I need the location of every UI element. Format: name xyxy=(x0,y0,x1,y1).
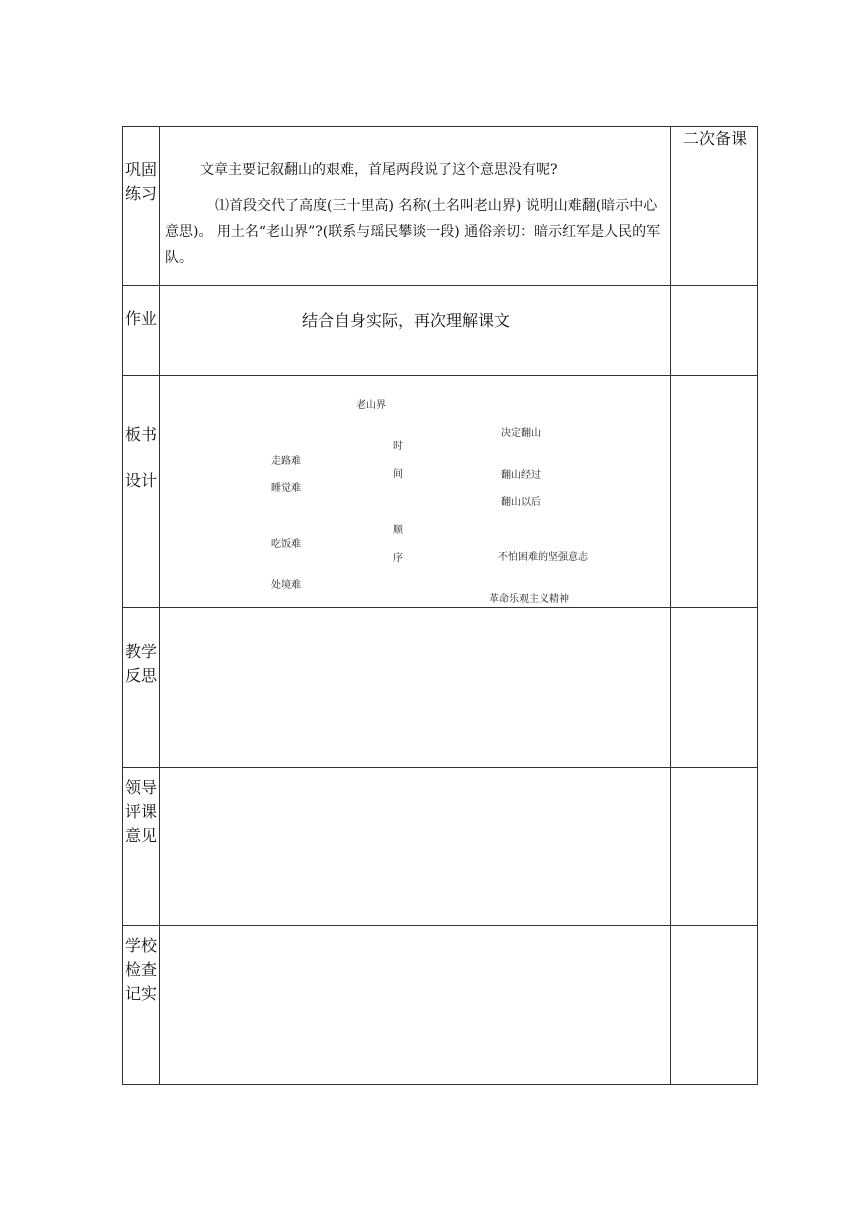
board-right-item: 革命乐观主义精神 xyxy=(489,594,569,605)
row-divider xyxy=(122,607,758,608)
row-divider xyxy=(122,285,758,286)
table-border-right xyxy=(757,126,758,1085)
table-border-top xyxy=(122,126,758,127)
row-divider xyxy=(122,375,758,376)
board-middle-char: 顺 xyxy=(393,525,403,536)
board-label: 板书设计 xyxy=(124,425,157,490)
board-left-item: 吃饭难 xyxy=(271,539,301,550)
homework-label: 作业 xyxy=(124,309,157,328)
homework-text: 结合自身实际，再次理解课文 xyxy=(302,311,511,330)
board-right-item: 不怕困难的坚强意志 xyxy=(498,552,588,563)
practice-label: 巩固练习 xyxy=(124,160,157,203)
side-header: 二次备课 xyxy=(682,129,747,148)
board-left-item: 睡觉难 xyxy=(271,483,301,494)
board-middle-char: 序 xyxy=(393,553,403,564)
board-middle-char: 间 xyxy=(393,469,403,480)
column-divider-side xyxy=(670,126,671,1085)
board-left-item: 走路难 xyxy=(271,456,301,467)
school-label: 学校检查记实 xyxy=(124,936,157,1003)
board-right-item: 翻山以后 xyxy=(501,497,541,508)
board-title: 老山界 xyxy=(356,400,386,411)
leader-label: 领导评课意见 xyxy=(124,778,157,845)
row-divider xyxy=(122,925,758,926)
board-right-item: 决定翻山 xyxy=(501,428,541,439)
table-border-bottom xyxy=(122,1084,758,1085)
row-divider xyxy=(122,767,758,768)
board-middle-char: 时 xyxy=(393,441,403,452)
practice-question: 文章主要记叙翻山的艰难，首尾两段说了这个意思没有呢? xyxy=(200,162,558,178)
practice-answer: ⑴首段交代了高度(三十里高) 名称(土名叫老山界) 说明山难翻(暗示中心意思)。 用土名“老山界”?(联系与瑶民攀谈一段) 通俗亲切：暗示红军是人民的军队。 xyxy=(165,198,661,266)
board-right-item: 翻山经过 xyxy=(501,470,541,481)
reflection-label: 教学反思 xyxy=(124,642,157,685)
board-left-item: 处境难 xyxy=(271,580,301,591)
